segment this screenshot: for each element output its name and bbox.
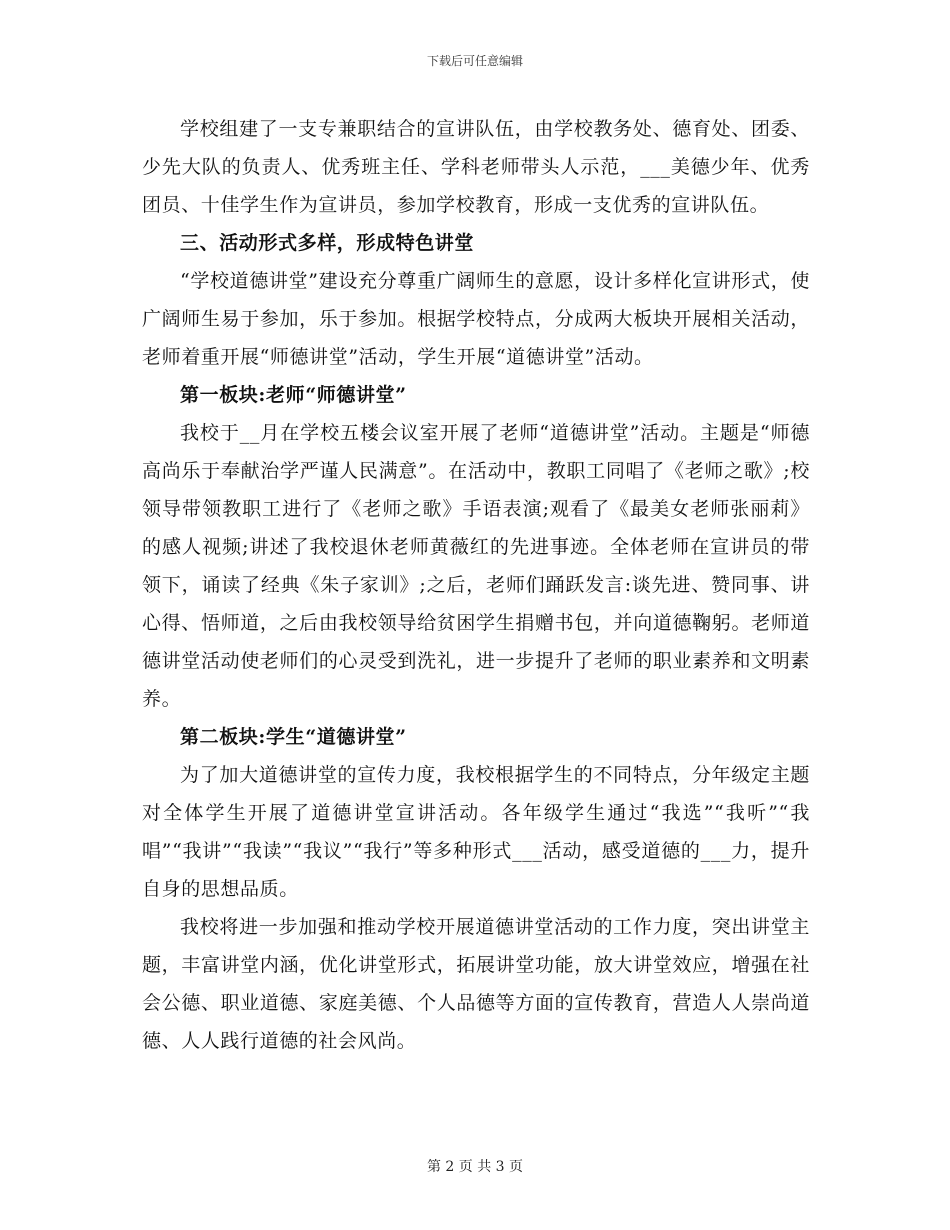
page-footer: 第 2 页 共 3 页: [426, 1159, 524, 1175]
subheading-block-1: 第一板块:老师“师德讲堂”: [180, 384, 407, 406]
subheading-block-2: 第二板块:学生“道德讲堂”: [180, 726, 407, 748]
document-body: [142, 110, 810, 1060]
section-heading-3: 三、活动形式多样，形成特色讲堂: [180, 232, 475, 254]
page-header: 下载后可任意编辑: [426, 54, 523, 68]
paragraph-propaganda-team: 学校组建了一支专兼职结合的宣讲队伍，由学校教务处、德育处、团委、少先大队的负责人、优秀班主任、学科老师带头人示范，___美德少年、优秀团员、十佳学生作为宣讲员，参加学校教育，形成一支优秀的宣讲队伍。: [142, 118, 810, 216]
paragraph-student-forum: 为了加大道德讲堂的宣传力度，我校根据学生的不同特点，分年级定主题对全体学生开展了道德讲堂宣讲活动。各年级学生通过“我选”“我听”“我唱”“我讲”“我读”“我议”“我行”等多种形式___活动，感受道德的___力，提升自身的思想品质。: [142, 764, 810, 900]
paragraph-conclusion: 我校将进一步加强和推动学校开展道德讲堂活动的工作力度，突出讲堂主题，丰富讲堂内涵，优化讲堂形式，拓展讲堂功能，放大讲堂效应，增强在社会公德、职业道德、家庭美德、个人品德等方面的宣传教育，营造人人崇尚道德、人人践行道德的社会风尚。: [142, 916, 810, 1052]
paragraph-activity-forms: “学校道德讲堂”建设充分尊重广阔师生的意愿，设计多样化宣讲形式，使广阔师生易于参加，乐于参加。根据学校特点，分成两大板块开展相关活动，老师着重开展“师德讲堂”活动，学生开展“道德讲堂”活动。: [142, 270, 810, 368]
paragraph-teacher-forum: 我校于__月在学校五楼会议室开展了老师“道德讲堂”活动。主题是“师德高尚乐于奉献治学严谨人民满意”。在活动中，教职工同唱了《老师之歌》;校领导带领教职工进行了《老师之歌》手语表演;观看了《最美女老师张丽莉》的感人视频;讲述了我校退休老师黄薇红的先进事迹。全体老师在宣讲员的带领下，诵读了经典《朱子家训》;之后，老师们踊跃发言:谈先进、赞同事、讲心得、悟师道，之后由我校领导给贫困学生捐赠书包，并向道德鞠躬。老师道德讲堂活动使老师们的心灵受到洗礼，进一步提升了老师的职业素养和文明素养。: [142, 422, 810, 710]
